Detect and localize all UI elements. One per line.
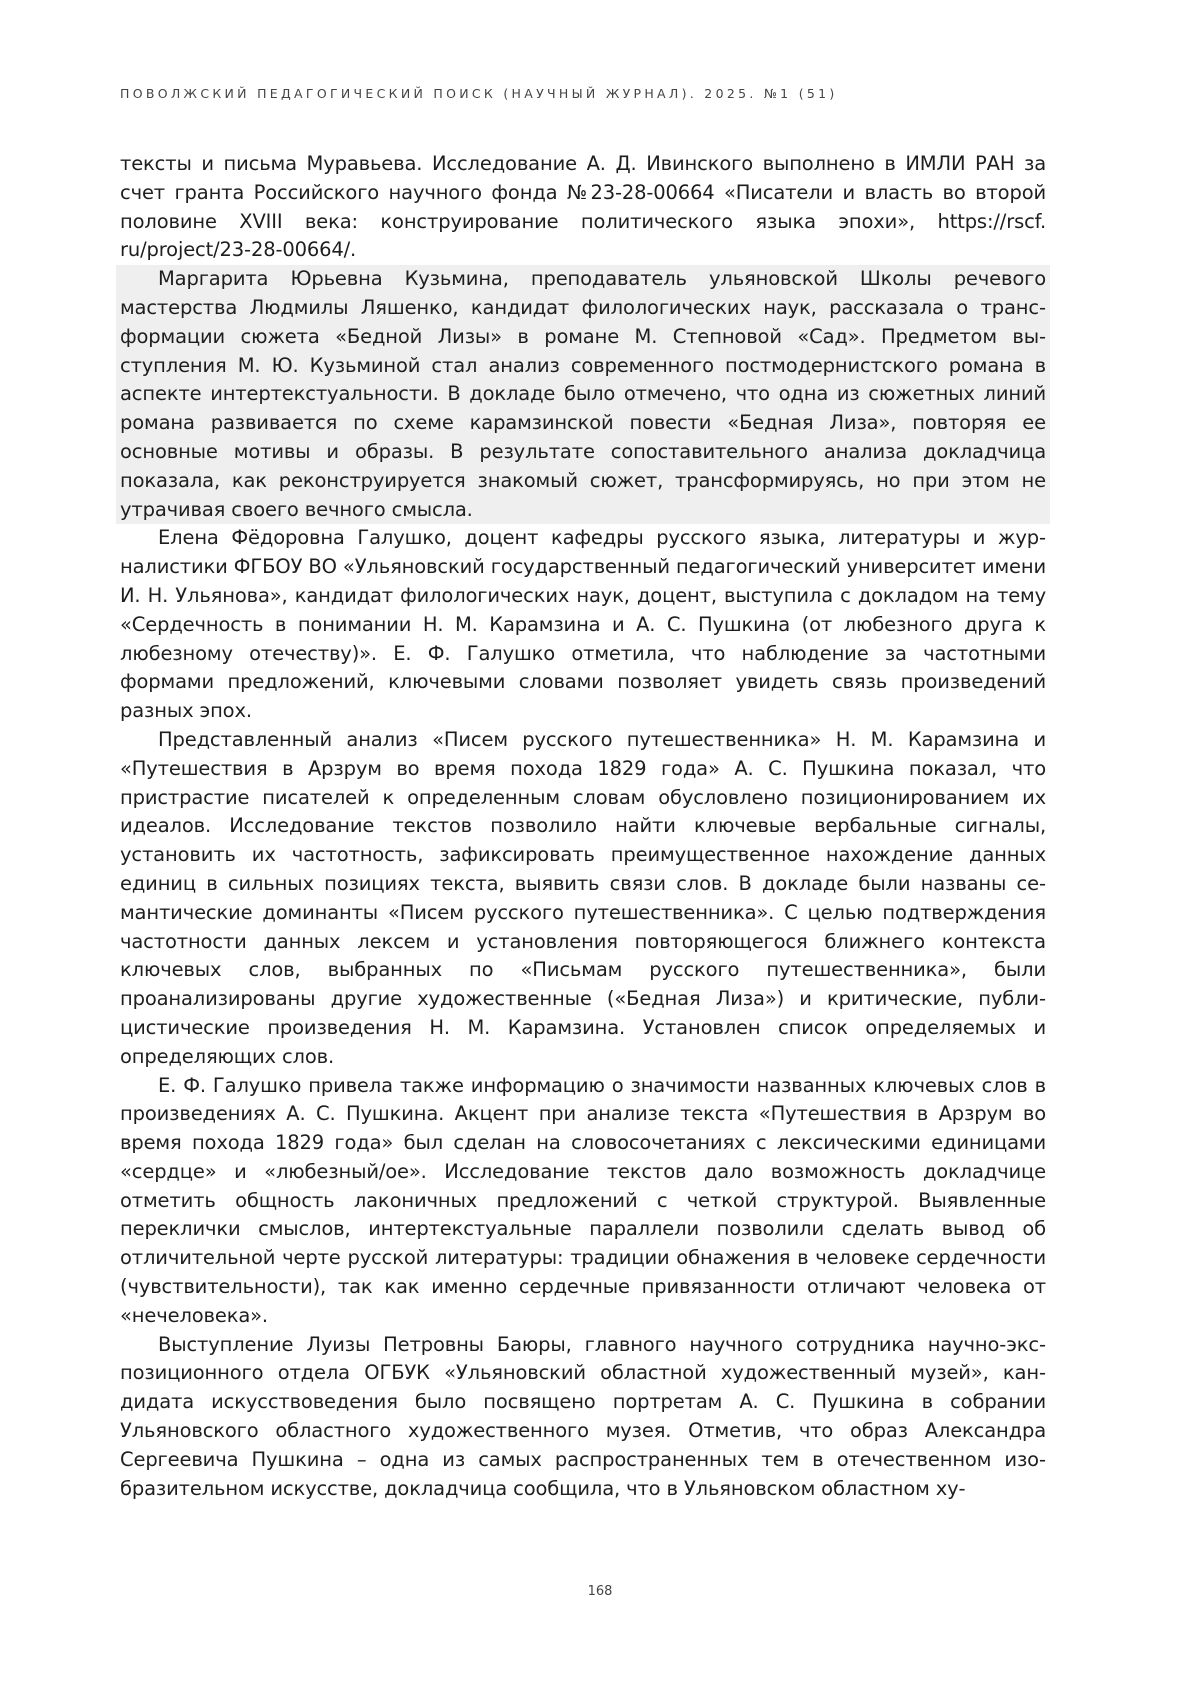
paragraph-kuzmina: Маргарита Юрьевна Кузьмина, преподаватель ульяновской Школы речевого мастерства Людмилы Ляшенко, кандидат филологических наук, рассказала о трансформации сюжета «Бедной Лизы» в романе М. Степновой «Сад». Предметом выступления М. Ю. Кузьминой стал анализ современного постмодернистского романа в аспекте интертекстуальности. В докладе было отмечено, что одна из сюжетных линий романа развивается по схеме карамзинской повести «Бедная Лиза», повторяя ее основные мотивы и образы. В результате сопоставительного анализа докладчица показала, как реконструируется знакомый сюжет, трансформируясь, но при этом не утрачивая своего вечного смысла.	[116, 265, 1050, 524]
paragraph-galushko-pushkin: Е. Ф. Галушко привела также информацию о значимости названных ключевых слов в произведениях А. С. Пушкина. Акцент при анализе текста «Путешествия в Арзрум во время похода 1829 года» был сделан на словосочетаниях с лексическими единицами «сердце» и «любезный/ое». Исследование текстов дало возможность докладчице отметить общность лаконичных предложений с четкой структурой. Выявленные переклички смыслов, интертекстуальные параллели позволили сделать вывод об отличительной черте русской литературы: традиции обнажения в человеке сердечности (чувствительности), так как именно сердечные привязанности отличают человека от «нечеловека».	[120, 1073, 1046, 1327]
paragraph-galushko-intro: Елена Фёдоровна Галушко, доцент кафедры русского языка, литературы и журналистики ФГБОУ ВО «Ульяновский государственный педагогический университет имени И. Н. Ульянова», кандидат филологических наук, доцент, выступила с докладом на тему «Сердечность в понимании Н. М. Карамзина и А. С. Пушкина (от любезного друга к любезному отечеству)». Е. Ф. Галушко отметила, что наблюдение за частотными формами предложений, ключевыми словами позволяет увидеть связь произведений разных эпох.	[120, 526, 1046, 723]
article-body	[120, 150, 1046, 1503]
paragraph-continuation: тексты и письма Муравьева. Исследование А. Д. Ивинского выполнено в ИМЛИ РАН за счет гранта Российского научного фонда №23-28-00664 «Писатели и власть во второй половине XVIII века: конструирование политического языка эпохи», https://rscf. ru/project/23-28-00664/.	[120, 152, 1046, 262]
page-number: 168	[587, 1584, 613, 1599]
paragraph-analysis: Представленный анализ «Писем русского путешественника» Н. М. Карамзина и «Путешествия в Арзрум во время похода 1829 года» А. С. Пушкина показал, что пристрастие писателей к определенным словам обусловлено позиционированием их идеалов. Исследование текстов позволило найти ключевые вербальные сигналы, установить их частотность, зафиксировать преимущественное нахождение данных единиц в сильных позициях текста, выявить связи слов. В докладе были названы семантические доминанты «Писем русского путешественника». С целью подтверждения частотности данных лексем и установления повторяющегося ближнего контекста ключевых слов, выбранных по «Письмам русского путешественника», были проанализированы другие художественные («Бедная Лиза») и критические, публицистические произведения Н. М. Карамзина. Установлен список определяемых и определяющих слов.	[120, 727, 1046, 1068]
paragraph-bayura: Выступление Луизы Петровны Баюры, главного научного сотрудника научно-экспозиционного отдела ОГБУК «Ульяновский областной художественный музей», кандидата искусствоведения было посвящено портретам А. С. Пушкина в собрании Ульяновского областного художественного музея. Отметив, что образ Александра Сергеевича Пушкина – одна из самых распространенных тем в отечественном изобразительном искусстве, докладчица сообщила, что в Ульяновском областном ху-	[120, 1332, 1046, 1500]
running-header: ПОВОЛЖСКИЙ ПЕДАГОГИЧЕСКИЙ ПОИСК (НАУЧНЫЙ ЖУРНАЛ). 2025. №1 (51)	[120, 86, 838, 101]
